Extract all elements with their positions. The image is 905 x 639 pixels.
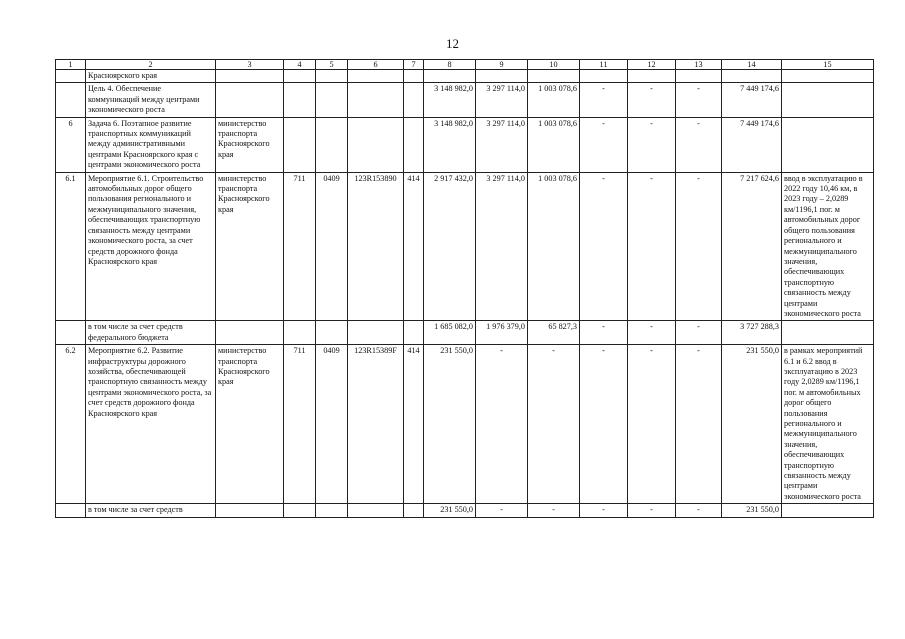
cell: Цель 4. Обеспечение коммуникаций между центрами экономического роста (86, 83, 216, 117)
cell (216, 321, 284, 345)
cell (284, 83, 316, 117)
cell (316, 117, 348, 172)
col-header: 8 (424, 60, 476, 70)
cell: - (628, 321, 676, 345)
cell (424, 70, 476, 83)
col-header: 10 (528, 60, 580, 70)
table-row (56, 83, 874, 117)
table-row (56, 172, 874, 321)
col-header: 4 (284, 60, 316, 70)
cell: 3 297 114,0 (476, 172, 528, 321)
col-header: 13 (676, 60, 722, 70)
cell (284, 504, 316, 517)
cell (404, 70, 424, 83)
cell: - (628, 345, 676, 504)
cell (782, 70, 874, 83)
cell (216, 83, 284, 117)
cell: - (580, 83, 628, 117)
cell: - (676, 117, 722, 172)
cell: - (476, 504, 528, 517)
cell: 711 (284, 345, 316, 504)
cell: 1 003 078,6 (528, 172, 580, 321)
cell (404, 83, 424, 117)
cell: 231 550,0 (424, 345, 476, 504)
col-header: 3 (216, 60, 284, 70)
cell: 6 (56, 117, 86, 172)
cell (348, 321, 404, 345)
cell (284, 70, 316, 83)
col-header: 11 (580, 60, 628, 70)
table-row (56, 117, 874, 172)
cell: - (628, 117, 676, 172)
cell: - (628, 172, 676, 321)
cell: 711 (284, 172, 316, 321)
cell: Красноярского края (86, 70, 216, 83)
cell: - (580, 345, 628, 504)
col-header: 14 (722, 60, 782, 70)
cell: в рамках мероприятий 6.1 и 6.2 ввод в эксплуатацию в 2023 году 2,0289 км/1196,1 пог. м автомобильных дорог общего пользования регионального и межмуниципального значения, обеспечивающих транспортную связанность между центрами экономического роста (782, 345, 874, 504)
col-header: 2 (86, 60, 216, 70)
cell: в том числе за счет средств федерального бюджета (86, 321, 216, 345)
cell: - (628, 83, 676, 117)
cell: в том числе за счет средств (86, 504, 216, 517)
budget-table (55, 59, 874, 518)
cell: 3 297 114,0 (476, 117, 528, 172)
cell (56, 70, 86, 83)
page-number: 12 (446, 36, 459, 51)
cell: 1 685 082,0 (424, 321, 476, 345)
cell: министерство транспорта Красноярского края (216, 172, 284, 321)
cell (782, 83, 874, 117)
cell: 231 550,0 (722, 345, 782, 504)
cell (284, 321, 316, 345)
cell: 231 550,0 (722, 504, 782, 517)
cell (348, 117, 404, 172)
cell: 414 (404, 345, 424, 504)
cell: - (676, 504, 722, 517)
cell: 1 003 078,6 (528, 83, 580, 117)
cell (56, 83, 86, 117)
cell: - (676, 321, 722, 345)
cell: ввод в эксплуатацию в 2022 году 10,46 км, в 2023 году – 2,0289 км/1196,1 пог. м автомобильных дорог общего пользования регионального и межмуниципального значения, обеспечивающих транспортную связанность между центрами экономического роста (782, 172, 874, 321)
cell: - (676, 83, 722, 117)
cell: 1 976 379,0 (476, 321, 528, 345)
cell (782, 117, 874, 172)
cell: 1 003 078,6 (528, 117, 580, 172)
cell (316, 83, 348, 117)
cell (404, 504, 424, 517)
cell (316, 321, 348, 345)
cell: министерство транспорта Красноярского края (216, 345, 284, 504)
cell: 414 (404, 172, 424, 321)
cell: - (580, 117, 628, 172)
cell: министерство транспорта Красноярского края (216, 117, 284, 172)
cell: 3 148 982,0 (424, 117, 476, 172)
cell (216, 504, 284, 517)
table-row (56, 321, 874, 345)
cell (316, 504, 348, 517)
col-header: 7 (404, 60, 424, 70)
col-header: 9 (476, 60, 528, 70)
cell (580, 70, 628, 83)
cell: 6.1 (56, 172, 86, 321)
cell (528, 70, 580, 83)
cell: - (476, 345, 528, 504)
cell: - (676, 345, 722, 504)
cell (216, 70, 284, 83)
cell (348, 70, 404, 83)
column-number-row (56, 60, 874, 70)
cell: - (528, 504, 580, 517)
cell: 3 727 288,3 (722, 321, 782, 345)
cell (404, 117, 424, 172)
cell (782, 321, 874, 345)
cell: - (580, 321, 628, 345)
cell (56, 504, 86, 517)
cell (676, 70, 722, 83)
cell: 7 449 174,6 (722, 117, 782, 172)
cell (348, 83, 404, 117)
cell (404, 321, 424, 345)
col-header: 5 (316, 60, 348, 70)
cell: 0409 (316, 345, 348, 504)
cell: 231 550,0 (424, 504, 476, 517)
cell: Мероприятие 6.2. Развитие инфраструктуры дорожного хозяйства, обеспечивающей транспортную связанность между центрами экономического роста, за счет средств дорожного фонда Красноярского края (86, 345, 216, 504)
cell (628, 70, 676, 83)
table-row (56, 504, 874, 517)
col-header: 12 (628, 60, 676, 70)
cell: - (580, 504, 628, 517)
cell (782, 504, 874, 517)
cell (476, 70, 528, 83)
cell: 123R153890 (348, 172, 404, 321)
cell: - (676, 172, 722, 321)
table-row (56, 345, 874, 504)
cell: 123R15389F (348, 345, 404, 504)
cell (722, 70, 782, 83)
cell: Мероприятие 6.1. Строительство автомобильных дорог общего пользования регионального и межмуниципального значения, обеспечивающих транспортную связанность между центрами экономического роста, за счет средств дорожного фонда Красноярского края (86, 172, 216, 321)
cell: - (528, 345, 580, 504)
cell (348, 504, 404, 517)
col-header: 15 (782, 60, 874, 70)
cell: 7 217 624,6 (722, 172, 782, 321)
cell: Задача 6. Поэтапное развитие транспортных коммуникаций между административными центрами Красноярского края с центрами экономического роста (86, 117, 216, 172)
cell: 7 449 174,6 (722, 83, 782, 117)
cell: 2 917 432,0 (424, 172, 476, 321)
cell (316, 70, 348, 83)
cell (56, 321, 86, 345)
cell: 65 827,3 (528, 321, 580, 345)
cell: 3 297 114,0 (476, 83, 528, 117)
table-row (56, 70, 874, 83)
cell: - (580, 172, 628, 321)
col-header: 1 (56, 60, 86, 70)
cell: 6.2 (56, 345, 86, 504)
cell: - (628, 504, 676, 517)
cell: 0409 (316, 172, 348, 321)
col-header: 6 (348, 60, 404, 70)
cell (284, 117, 316, 172)
cell: 3 148 982,0 (424, 83, 476, 117)
